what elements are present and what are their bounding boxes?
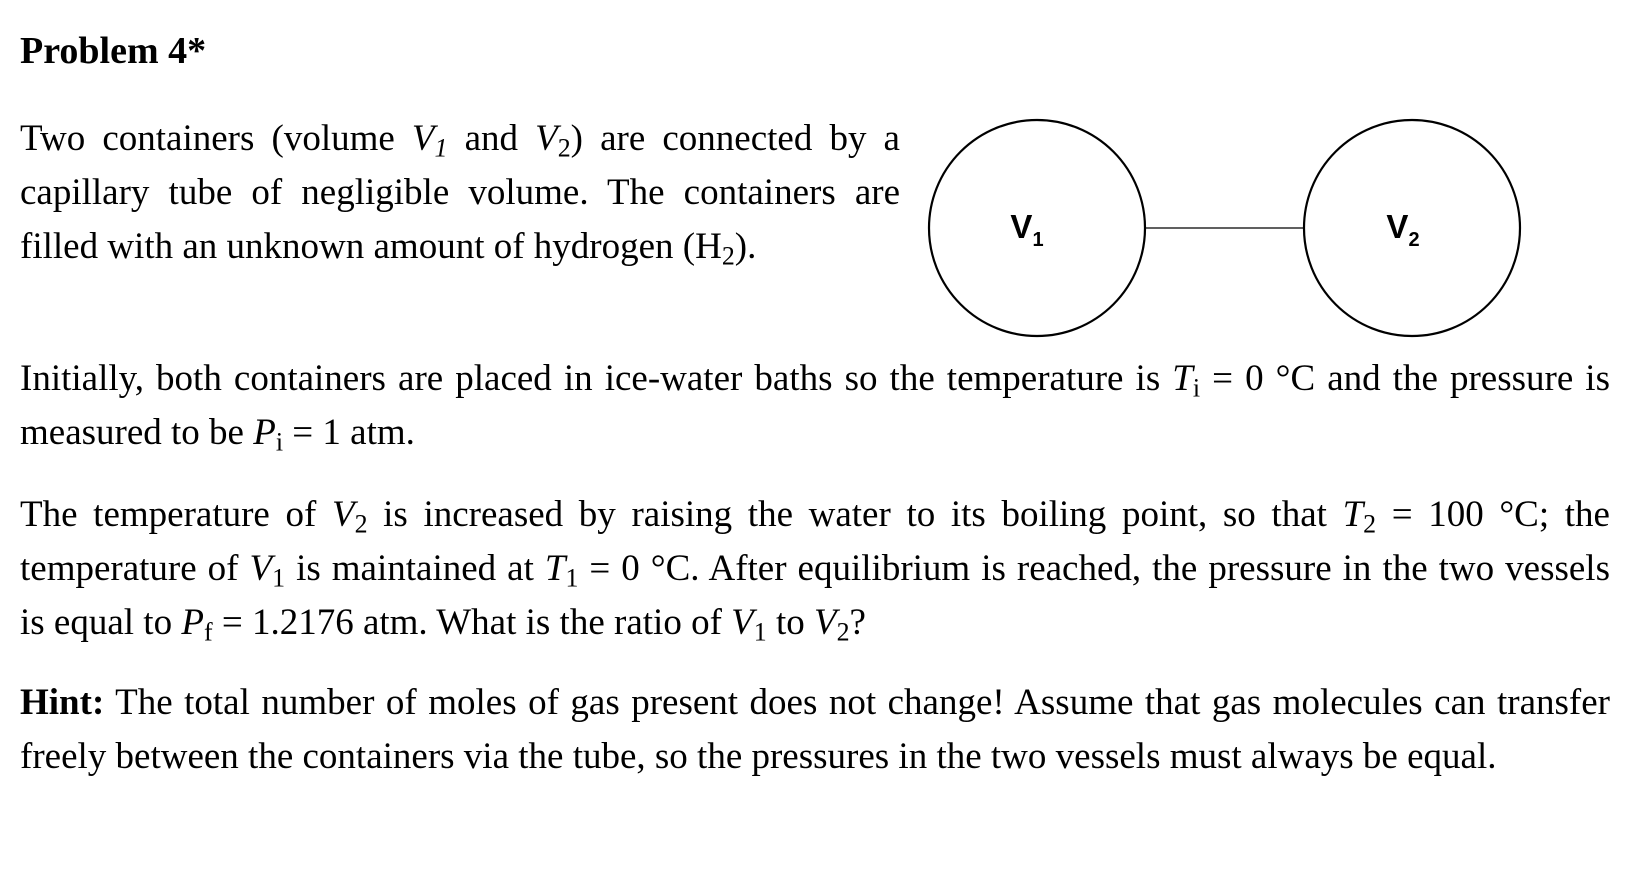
diagram-sub-v2: 2 <box>1408 229 1420 251</box>
paragraph-initial-conditions: Initially, both containers are placed in ice-water baths so the temperature is Ti = 0 °C and the pressure is measured to be Pi = 1 atm. <box>20 358 1610 457</box>
container-v1-circle <box>929 120 1145 336</box>
paragraph-question: The temperature of V2 is increased by raising the water to its boiling point, so that T2 = 100 °C; the temperature of V1 is maintained at T1 = 0 °C. After equilibrium is reached, the pressure in the two vessels is equal to Pf = 1.2176 atm. What is the ratio of V1 to V2? <box>20 494 1610 647</box>
hint-label: Hint: <box>20 682 105 723</box>
diagram-label-v2: V <box>1386 208 1409 245</box>
paragraph-hint <box>20 676 1610 784</box>
svg-text:V1 <box>1010 208 1043 251</box>
hint-text: The total number of moles of gas present does not change! Assume that gas molecules can transfer freely between the containers via the tube, so the pressures in the two vessels must always be equal. <box>20 682 1610 777</box>
containers-diagram <box>925 112 1605 352</box>
container-v2-circle <box>1304 120 1520 336</box>
paragraph-containers: Two containers (volume V1 and V2) are connected by a capillary tube of negligible volume. The containers are filled with an unknown amount of hydrogen (H2). <box>20 118 900 271</box>
diagram-sub-v1: 1 <box>1032 229 1044 251</box>
svg-text:V2 <box>1386 208 1419 251</box>
problem-title: Problem 4* <box>20 30 207 72</box>
diagram-label-v1: V <box>1010 208 1033 245</box>
